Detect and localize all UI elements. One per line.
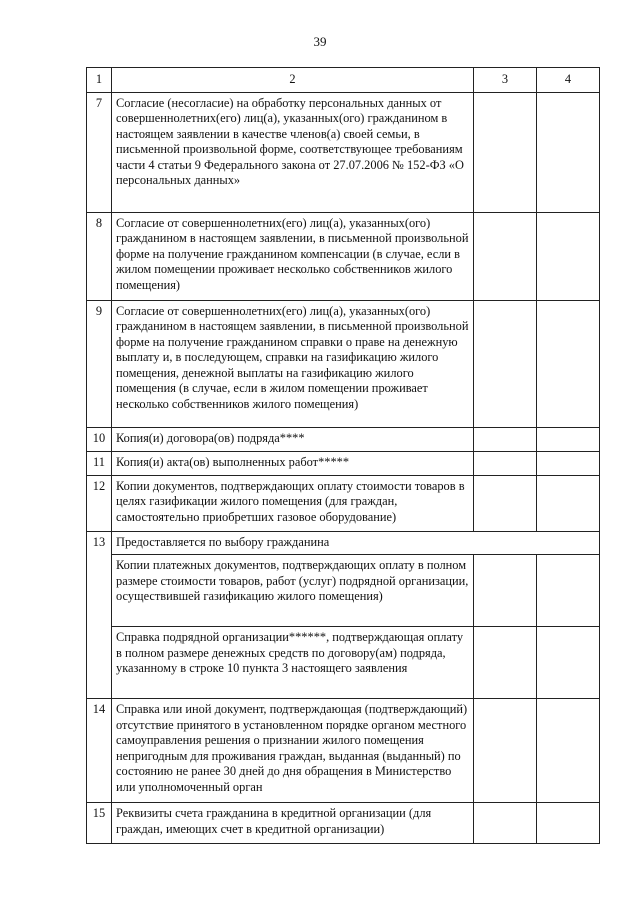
row-number: 12 — [87, 475, 112, 531]
row-text: Согласие от совершеннолетних(его) лиц(а), указанных(ого) гражданином в настоящем заявлении, в письменной произвольной форме на получение гражданином справки о праве на денежную выплату и, в последующем, справки на газификацию жилого помещения, денежной выплаты на газификацию жилого помещения (в случае, если в жилом помещении проживает несколько собственников жилого помещения) — [112, 300, 474, 427]
row-text: Копии документов, подтверждающих оплату стоимости товаров в целях газификации жилого помещения (для граждан, самостоятельно приобретших газовое оборудование) — [112, 475, 474, 531]
header-col-4: 4 — [537, 68, 600, 93]
row-number: 10 — [87, 427, 112, 451]
row-text: Предоставляется по выбору гражданина — [112, 531, 600, 555]
row-text: Копии платежных документов, подтверждающих оплату в полном размере стоимости товаров, работ (услуг) подрядной организации, осуществившей газификацию жилого помещения) — [112, 555, 474, 627]
row-cell-3 — [474, 699, 537, 803]
row-cell-3 — [474, 627, 537, 699]
row-cell-3 — [474, 475, 537, 531]
table-row-11 — [87, 451, 600, 475]
row-text: Реквизиты счета гражданина в кредитной организации (для граждан, имеющих счет в кредитной организации) — [112, 803, 474, 844]
row-cell-3 — [474, 92, 537, 212]
row-text: Копия(и) договора(ов) подряда**** — [112, 427, 474, 451]
row-cell-4 — [537, 92, 600, 212]
row-cell-4 — [537, 475, 600, 531]
row-text: Справка или иной документ, подтверждающая (подтверждающий) отсутствие принятого в установленном порядке органом местного самоуправления решения о признании жилого помещения непригодным для проживания граждан, выданная (выданный) по состоянию не ранее 30 дней до дня обращения в Министерство или уполномоченный орган — [112, 699, 474, 803]
row-cell-4 — [537, 212, 600, 300]
row-cell-3 — [474, 555, 537, 627]
row-number: 14 — [87, 699, 112, 803]
header-col-3: 3 — [474, 68, 537, 93]
page-number: 39 — [313, 34, 327, 49]
row-cell-4 — [537, 427, 600, 451]
row-cell-3 — [474, 212, 537, 300]
row-cell-3 — [474, 803, 537, 844]
row-cell-4 — [537, 300, 600, 427]
header-col-2: 2 — [112, 68, 474, 93]
table-row-13-option-2 — [87, 627, 600, 699]
row-text: Согласие (несогласие) на обработку персональных данных от совершеннолетних(его) лиц(а), указанных(ого) гражданином в настоящем заявлении в качестве членов(а) своей семьи, в письменной произвольной форме, соответствующее требованиям части 4 статьи 9 Федерального закона от 27.07.2006 № 152-ФЗ «О персональных данных» — [112, 92, 474, 212]
row-number: 15 — [87, 803, 112, 844]
documents-table — [86, 67, 600, 844]
row-number: 13 — [87, 531, 112, 699]
row-number: 11 — [87, 451, 112, 475]
row-number: 8 — [87, 212, 112, 300]
row-cell-4 — [537, 451, 600, 475]
row-cell-4 — [537, 803, 600, 844]
row-cell-4 — [537, 699, 600, 803]
row-cell-3 — [474, 427, 537, 451]
table-row-8 — [87, 212, 600, 300]
row-cell-3 — [474, 300, 537, 427]
header-col-1: 1 — [87, 68, 112, 93]
row-cell-3 — [474, 451, 537, 475]
row-cell-4 — [537, 555, 600, 627]
table-row-7 — [87, 92, 600, 212]
table-row-9 — [87, 300, 600, 427]
table-row-13 — [87, 531, 600, 555]
table-row-12 — [87, 475, 600, 531]
row-text: Копия(и) акта(ов) выполненных работ***** — [112, 451, 474, 475]
table-row-13-option-1 — [87, 555, 600, 627]
table-row-10 — [87, 427, 600, 451]
table-header-row — [87, 68, 600, 93]
row-number: 9 — [87, 300, 112, 427]
row-number: 7 — [87, 92, 112, 212]
row-text: Согласие от совершеннолетних(его) лиц(а), указанных(ого) гражданином в настоящем заявлении, в письменной произвольной форме на получение гражданином компенсации (в случае, если в жилом помещении проживает несколько собственников жилого помещения) — [112, 212, 474, 300]
table-row-15 — [87, 803, 600, 844]
row-text: Справка подрядной организации******, подтверждающая оплату в полном размере денежных средств по договору(ам) подряда, указанному в строке 10 пункта 3 настоящего заявления — [112, 627, 474, 699]
row-cell-4 — [537, 627, 600, 699]
table-row-14 — [87, 699, 600, 803]
